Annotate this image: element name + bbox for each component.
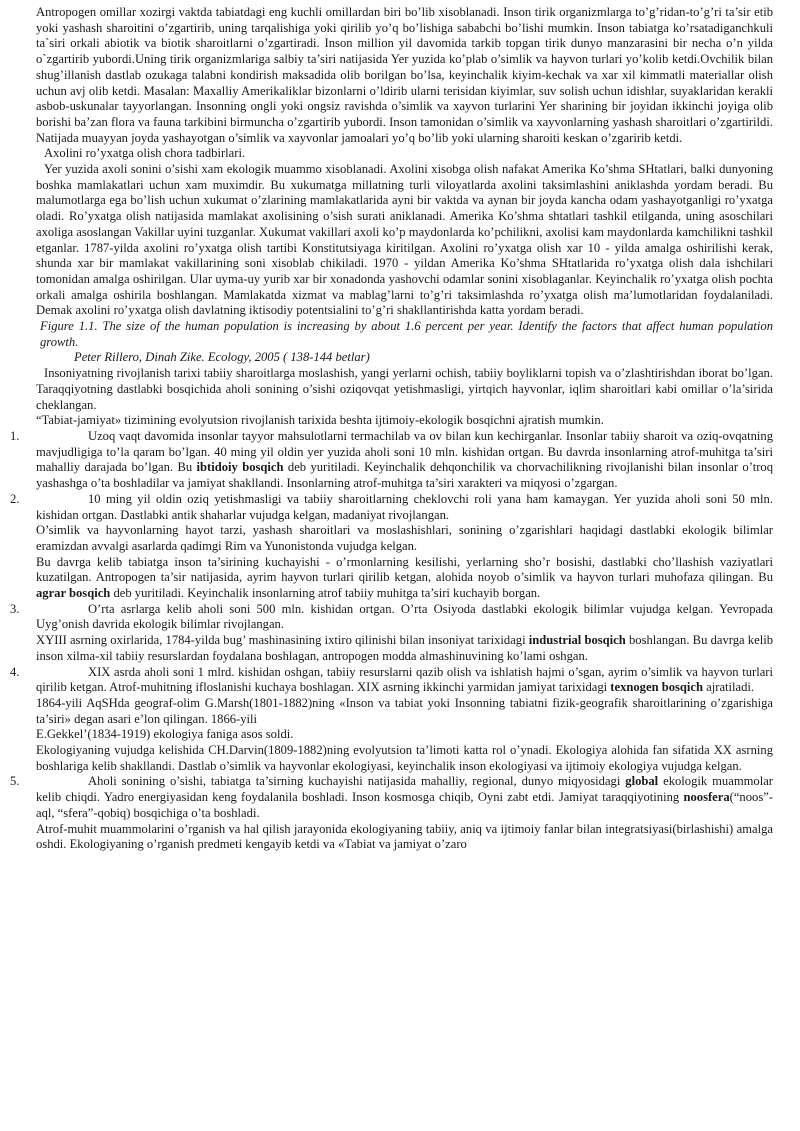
- list-number: 3.: [10, 601, 20, 616]
- stage-3-text: O’rta asrlarga kelib aholi soni 500 mln. kishidan ortgan. O’rta Osiyoda dastlabki ekologik bilimlar vujudga kelgan. Yevropada Uyg’onish davrida ekologik bilimlar rivojlangan.: [36, 601, 773, 632]
- stage-term: noosfera: [683, 790, 730, 805]
- stage-item-3: [10, 601, 773, 665]
- stage-term: ibtidoiy bosqich: [196, 460, 284, 475]
- intro-paragraph: Antropogen omillar xozirgi vaktda tabiatdagi eng kuchli omillardan biri bo’lib xisoblanadi. Inson tirik organizmlarga to’g’ridan-to’g’ri ta’sir etib yoki yashash sharoitini o’zgartirib, uning tarqalishiga yoki qirilib yo’q bo’lishiga sababchi bo’lishi mumkin. Inson tabiatga ko’rsatadiganchkuli ta`siri orkali abiotik va biotik sharoitlarni o’zgartiradi. Inson million yil davomida tarkib topgan tirik dunyo manzarasini bir necha o’n yilda o`zgartirib yubordi.Uning tirik organizmlariga salbiy ta’siri natijasida Yer yuzida ko’plab o’simlik va hayvon turlari yo’kolib ketdi.Ovchilik bilan shug’illanish dastlab ozukaga talabni kondirish maksadida olib borilgan bo’lsa, keyinchalik kiyim-kechak va xar xil kimmatli materiallar olish uchun avj olib ketdi. Masalan: Maxalliy Amerikaliklar bizonlarni o’ldirib ularni terisidan kiyimlar, suv solish uchun idishlar, suyaklaridan kerakli asbob-uskunalar tayyorlangan. Insonning ongli yoki ongsiz ravishda o’simlik va xayvon turlarini Yer sharining bir joyidan ikkinchi joyiga olib borishi ba’zan flora va fauna tarkibini birmuncha o’zgartirib yubordi. Inson tamonidan o’simlik va xayvonlarning yashash sharoitlari o’zgartirildi. Natijada muayyan joyda yashayotgan o’simlik va xayvonlar jamoalari yo’q bo’lib yoki ularning sharoiti keskan o’zgaririb ketdi.: [36, 5, 773, 145]
- stage-item-4: [10, 664, 773, 775]
- census-paragraph: Yer yuzida axoli sonini o’sishi xam ekologik muammo xisoblanadi. Axolini xisobga olish nafakat Amerika Ko’shma SHtatlari, balki dunyoning boshka mamlakatlari uchun xam muximdir. Bu xukumatga millatning turli viloyatlarda axolini taksimlashini aniklashda yordam beradi. Bu malumotlarga ega bo’lish uchun xukumat o’zlarining mamlakatlarida ayni bir vaktda va aynan bir joyda kancha odam yashayotganligi ro’yxatga oladi. Ro’yxatga olish natijasida mamlakat axolisining o’sish surati aniklanadi. Amerika Ko’shma shtatlari tashkil etilganda, uning asoschilari axoliga asoslangan Vakillar uyini tuzganlar. Xukumat vakillari axoli ko’p maydonlarda ko’pchilikni, axolisi kam maydonlarda kamchilikni tashkil etganlar. 1787-yilda axolini ro’yxatga olish tartibi Konstitutsiyaga kiritilgan. Axolini ro’yxatga olish xar 10 - yilda amalga oshirilishi kerak, shunda xar bir mamlakat vakillarining soni xisoblab chikiladi. 1970 - yildan Amerika Ko’shma SHtatlarida ro’yxatga olish dala ishchilari tomonidan amalga oshirilgan. Ular uyma-uy yurib xar bir xonadonda yashovchi odamlar sonini xisoblaganlar. Keyinchalik ro’yxatga olish pochta orkali amalga oshirila boshlangan. Mamlakatda xizmat va mablag’larni to’g’ri taksimlashda ro’yxatga olish ma’lumotlaridan foydalaniladi. Demak axolini ro’yxatga olish davlatning iktisodiy potentsialini to’g’ri shakllantirishda katta yordam beradi.: [36, 162, 773, 318]
- stage-2-paragraph: O’simlik va hayvonlarning hayot tarzi, yashash sharoitlari va moslashishlari, sonining o’zgarishlari haqidagi dastlabki ekologik bilimlar eramizdan avvalgi asarlarda qadimgi Rim va Yunonistonda vujudga kelgan.: [36, 523, 773, 553]
- stage-term: industrial bosqich: [528, 633, 626, 648]
- stage-term: agrar bosqich: [36, 586, 111, 601]
- section-heading: Axolini ro’yxatga olish chora tadbirlari.: [44, 146, 246, 161]
- stage-4-paragraph: Ekologiyaning vujudga kelishida CH.Darvin(1809-1882)ning evolyutsion ta’limoti katta rol o’ynadi. Ekologiya alohida fan sifatida XX asrning boshlariga kelib shakllandi. Dastlab o’simlik va hayvonlar ekologiyasi, keyinchalik inson ekologiyasi va ijtimoiy ekologiya vujudga kelgan.: [36, 743, 773, 773]
- stage-item-1: [10, 428, 773, 492]
- stage-3-paragraph: XYIII asrning oxirlarida, 1784-yilda bug’ mashinasining ixtiro qilinishi bilan insoniyat tarixidagi industrial bosqich boshlangan. Bu davrga kelib inson xilma-xil tabiiy resurslardan foydalana boshlagan, antropogen modda almashinuvining ko’lami oshgan.: [36, 633, 773, 663]
- stage-4-paragraph: 1864-yili AqSHda geograf-olim G.Marsh(1801-1882)ning «Inson va tabiat yoki Insonning tabiatni fizik-geografik sharoitlarining o’zgarishiga ta’siri» degan asari e’lon qilingan. 1866-yili: [36, 695, 773, 726]
- list-number: 2.: [10, 491, 20, 506]
- history-paragraph: Insoniyatning rivojlanish tarixi tabiiy sharoitlarga moslashish, yangi yerlarni ochish, tabiiy boyliklarni topish va o’zlashtirishdan iborat bo’lgan. Taraqqiyotning dastlabki bosqichida aholi sonining o’sishi oziqovqat yetishmasligi, yirtqich hayvonlar, iqlim sharoitlari kabi omillar o’la’sirida cheklangan.: [36, 366, 773, 412]
- source-citation: Peter Rillero, Dinah Zike. Ecology, 2005 ( 138-144 betlar): [74, 350, 370, 365]
- list-number: 4.: [10, 664, 20, 679]
- stage-4-text: XIX asrda aholi soni 1 mlrd. kishidan oshgan, tabiiy resurslarni qazib olish va ishlatish hajmi o’sgan, ayrim o’simlik va hayvon turlari qirilib ketgan. Atrof-muhitning ifloslanishi kuchaya boshlagan. XIX asrning ikkinchi yarmidan jamiyat tarixidagi texnogen bosqich ajratiladi.: [36, 664, 773, 695]
- stage-4-paragraph: E.Gekkel’(1834-1919) ekologiya faniga asos soldi.: [36, 727, 294, 742]
- stage-term: texnogen bosqich: [610, 680, 704, 695]
- stage-item-2: [10, 491, 773, 602]
- stage-2-text: 10 ming yil oldin oziq yetishmasligi va tabiiy sharoitlarning cheklovchi roli yana ham kamaygan. Yer yuzida aholi soni 50 mln. kishidan ortgan. Dastlabki antik shaharlar vujudga kelgan, madaniyat rivojlangan.: [36, 491, 773, 522]
- stage-1-text: Uzoq vaqt davomida insonlar tayyor mahsulotlarni termachilab va ov bilan kun kechirganlar. Insonlar tabiiy sharoit va oziq-ovqatning mavjudligiga to’la qaram bo’lgan. 40 ming yil oldin yer yuzida aholi soni 10 mln. kishidan ortgan. Bu davrda insonlarning atrof-muhitga ta’siri mahalliy darajada bo’lgan. Bu ibtidoiy bosqich deb yuritiladi. Keyinchalik dehqonchilik va chorvachilikning rivojlanishi bilan insonlar o’troq yashashga o’ta boshladilar va jamiyat shakllandi. Insonlarning atrof-muhitga ta’siri xarakteri va miqyosi o’zgargan.: [36, 428, 773, 491]
- stage-2-paragraph: Bu davrga kelib tabiatga inson ta’sirining kuchayishi - o’rmonlarning kesilishi, yerlarning sho’r bosishi, dastlabki cho’llashish vaziyatlari kuzatilgan. Antropogen ta’sir natijasida, ayrim hayvon turlari qirilib ketgan, alohida noyob o’simlik va hayvon turlari muhofaza qilingan. Bu agrar bosqich deb yuritiladi. Keyinchalik insonlarning atrof tabiiy muhitga ta’siri kuchayib borgan.: [36, 554, 773, 601]
- stage-5-text: Aholi sonining o’sishi, tabiatga ta’sirning kuchayishi natijasida mahalliy, regional, dunyo miqyosidagi global ekologik muammolar kelib chiqdi. Yadro energiyasidan keng foydalanila boshladi. Inson kosmosga chiqib, Oyni zabt etdi. Jamiyat taraqqiyotining noosfera(“noos”-aql, “sfera”-qobiq) bosqichiga o’ta boshladi.: [36, 774, 773, 820]
- figure-caption: Figure 1.1. The size of the human population is increasing by about 1.6 percent per year. Identify the factors that affect human population growth.: [40, 319, 773, 349]
- stages-intro: “Tabiat-jamiyat» tizimining evolyutsion rivojlanish tarixida beshta ijtimoiy-ekologik bosqichni ajratish mumkin.: [36, 413, 604, 428]
- stage-item-5: [10, 774, 773, 853]
- list-number: 5.: [10, 774, 20, 789]
- stage-term: global: [625, 774, 659, 789]
- stage-5-paragraph: Atrof-muhit muammolarini o’rganish va hal qilish jarayonida ekologiyaning tabiiy, aniq va ijtimoiy fanlar bilan integratsiyasi(birlashishi) amalga oshdi. Ekologiyaning o’rganish predmeti kengayib ketdi va «Tabiat va jamiyat o’zaro: [36, 821, 773, 852]
- list-number: 1.: [10, 428, 20, 443]
